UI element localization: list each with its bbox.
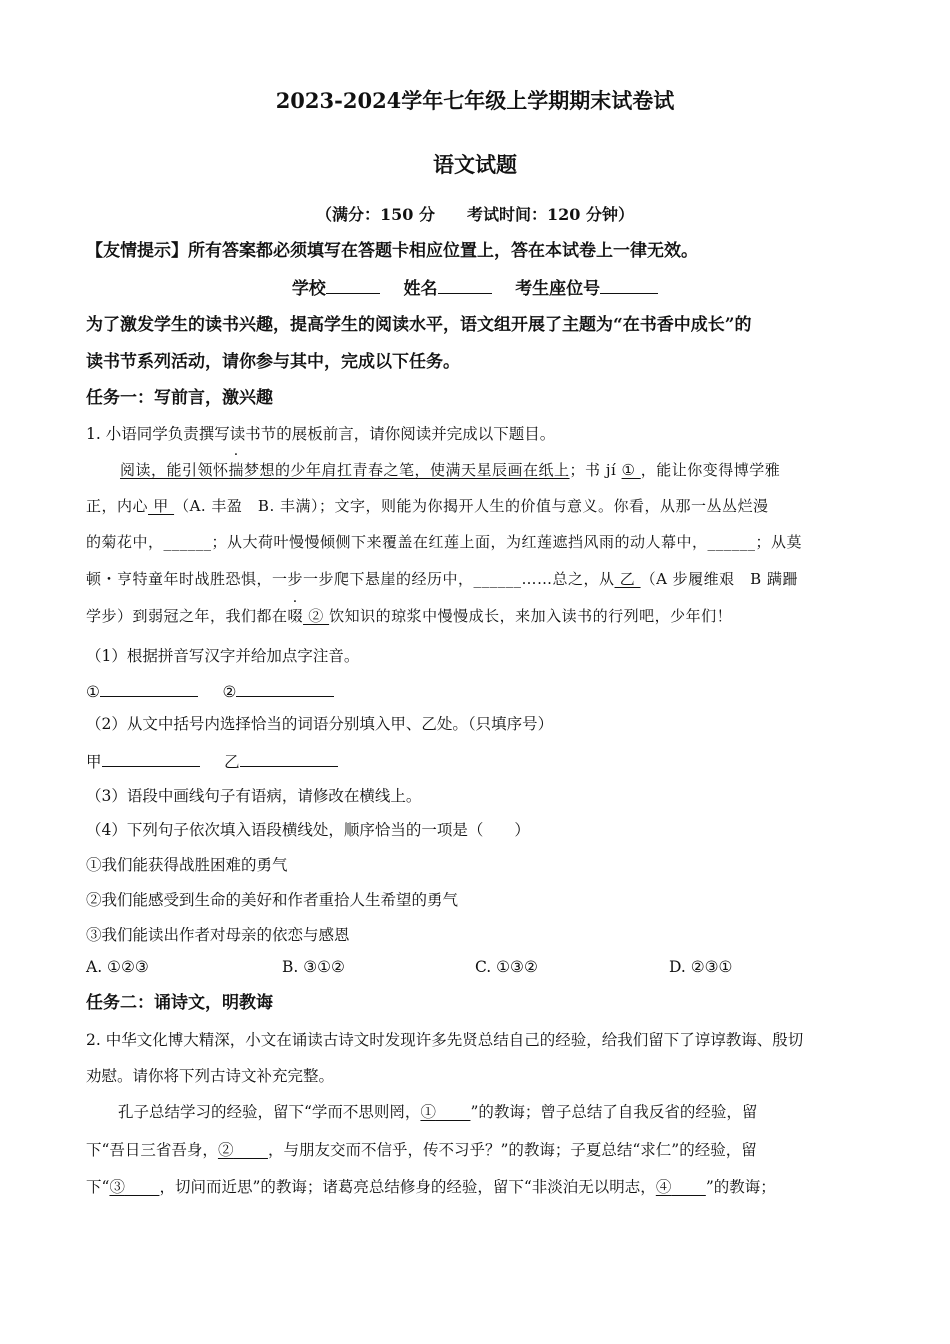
intro-line-2: 读书节系列活动，请你参与其中，完成以下任务。 [86,352,460,372]
name-label: 姓名 [403,279,438,299]
sub-question-3: （3）语段中画线句子有语病，请修改在横线上。 [86,787,422,805]
passage-line-2: 正，内心 甲 （A. 丰盈 B. 丰满）；文字，则能为你揭开人生的价值与意义。你看，从那一丛丛烂漫 [86,497,769,515]
passage-text: ；书 jí [569,461,622,479]
blank-marker-jia[interactable]: 甲 [148,497,175,515]
q2-stem-line-1: 2. 中华文化博大精深，小文在诵读古诗文时发现许多先贤总结自己的经验，给我们留下了谆谆教诲、殷切 [86,1031,804,1049]
sub-question-1: （1）根据拼音写汉字并给加点字注音。 [86,647,360,665]
poem-blank-1[interactable]: ① [420,1103,436,1121]
passage-line-4: 顿・亨特童年时战胜恐惧，一步一步爬下悬崖的经历中，______……总之，从 乙 （A 步履维艰 B 蹒跚 [86,570,798,588]
answer-blank-1[interactable] [100,680,198,697]
passage-line-3: 的菊花中，______；从大荷叶慢慢倾侧下来覆盖在红莲上面，为红莲遮挡风雨的动人幕中，______；从莫 [86,533,803,551]
passage-line-1 [120,460,864,480]
sentence-option-1: ①我们能获得战胜困难的勇气 [86,856,288,874]
sentence-option-3: ③我们能读出作者对母亲的依恋与感恩 [86,926,350,944]
poem-line-3: 下“③ ，切问而近思”的教诲；诸葛亮总结修身的经验，留下“非淡泊无以明志，④ ”的教诲； [86,1178,776,1196]
sub2-answers: 甲 乙 [86,750,864,772]
poem-blank-3[interactable]: ③ [109,1178,125,1196]
name-blank[interactable] [438,277,492,294]
dotted-char-chuai: 揣 [228,461,245,479]
poem-blank-4[interactable]: ④ [655,1178,672,1196]
q2-stem-line-2: 劝慰。请你将下列古诗文补充完整。 [86,1067,335,1085]
underlined-sentence-part-a: 阅读，能引领怀揣梦想的少年肩扛青春之笔，使满天星辰画在纸上 [120,461,570,479]
choice-d[interactable]: D. ②③① [669,958,733,976]
sentence-option-2: ②我们能感受到生命的美好和作者重拾人生希望的勇气 [86,891,459,909]
blank-marker-2[interactable]: ② [303,607,330,625]
score-info: （满分：150 分 考试时间：120 分钟） [316,205,634,224]
exam-subtitle: 语文试题 [433,152,517,177]
poem-line-2: 下“吾日三省吾身，② ，与朋友交而不信乎，传不习乎？”的教诲；子夏总结“求仁”的经验，留 [86,1141,757,1159]
blank-marker-1[interactable]: ① [621,461,641,479]
q1-stem: 1. 小语同学负责撰写读书节的展板前言，请你阅读并完成以下题目。 [86,425,556,443]
blank-marker-yi[interactable]: 乙 [614,570,641,588]
exam-title: 2023-2024学年七年级上学期期末试卷试 [275,88,675,113]
sub-question-2: （2）从文中括号内选择恰当的词语分别填入甲、乙处。（只填序号） [86,715,554,733]
answer-blank-jia[interactable] [102,750,200,767]
seat-label: 考生座位号 [515,279,601,299]
sub1-answers: ① ② [86,680,864,702]
dotted-char-chuo: 啜 [287,607,304,625]
passage-line-5: 学步）到弱冠之年，我们都在啜 ② 饮知识的琼浆中慢慢成长，来加入读书的行列吧，少年们！ [86,607,733,625]
intro-line-1: 为了激发学生的读书兴趣，提高学生的阅读水平，语文组开展了主题为“在书香中成长”的 [86,315,752,335]
choice-b[interactable]: B. ③①② [282,958,345,976]
task2-heading: 任务二：诵诗文，明教诲 [86,993,273,1013]
seat-blank[interactable] [600,277,658,294]
answer-blank-2[interactable] [236,680,334,697]
school-blank[interactable] [326,277,380,294]
poem-blank-2[interactable]: ② [217,1141,234,1159]
answer-blank-yi[interactable] [240,750,338,767]
sub-question-4: （4）下列句子依次填入语段横线处，顺序恰当的一项是（ ） [86,821,530,839]
passage-text: ，能让你变得博学雅 [640,461,781,479]
poem-line-1: 孔子总结学习的经验，留下“学而不思则罔，① ”的教诲；曾子总结了自我反省的经验，留 [118,1103,758,1121]
choice-c[interactable]: C. ①③② [475,958,538,976]
school-label: 学校 [291,279,326,299]
choice-a[interactable]: A. ①②③ [86,958,149,976]
student-info-row [0,277,950,299]
task1-heading: 任务一：写前言，激兴趣 [86,388,273,408]
friendly-tip: 【友情提示】所有答案都必须填写在答题卡相应位置上，答在本试卷上一律无效。 [86,241,698,261]
